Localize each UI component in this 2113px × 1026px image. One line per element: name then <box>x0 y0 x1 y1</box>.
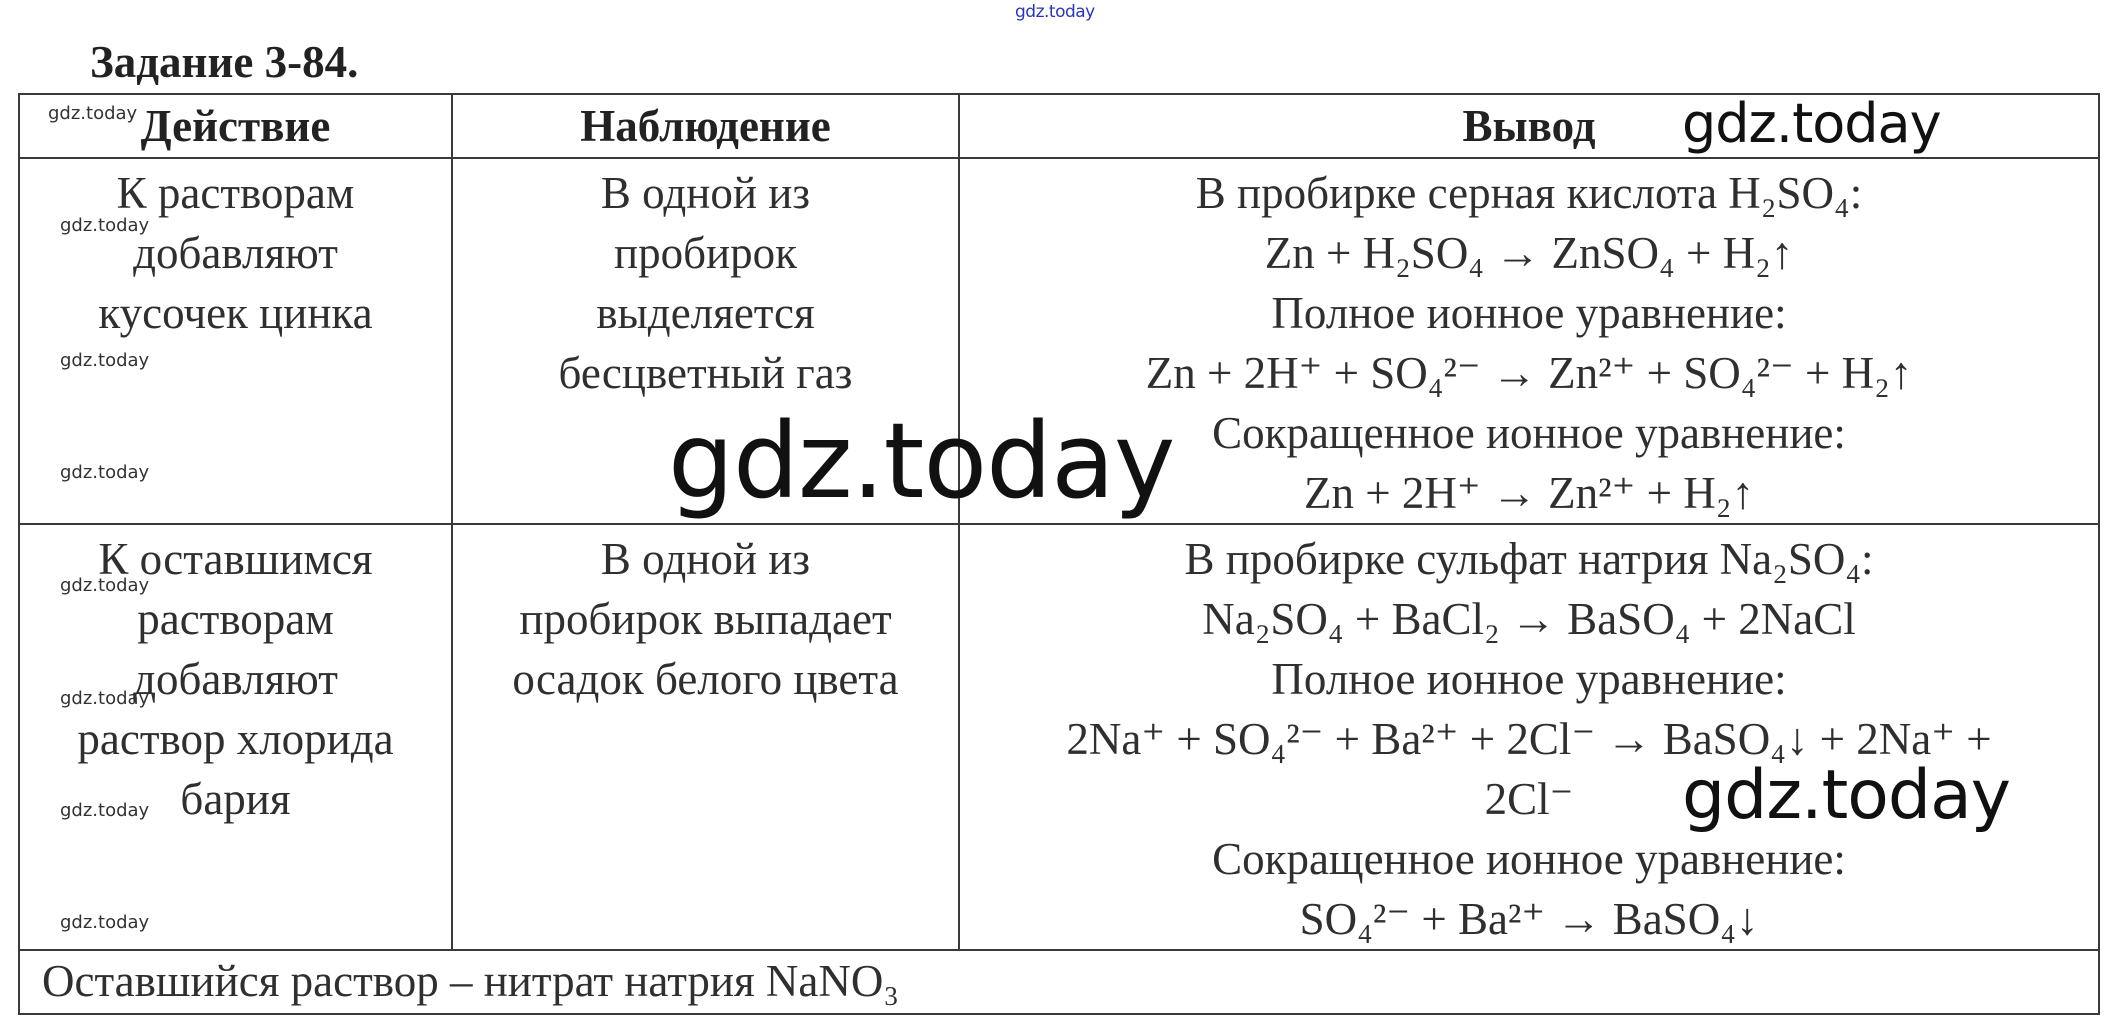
watermark-large: gdz.today <box>1682 92 1941 155</box>
conclusion-line: Полное ионное уравнение: <box>1271 654 1787 704</box>
header-action: Действие <box>19 94 452 158</box>
watermark-small: gdz.today <box>60 575 150 596</box>
results-table <box>18 93 2100 1015</box>
conclusion-line: Сокращенное ионное уравнение: <box>1212 408 1846 458</box>
text-line: К оставшимся <box>98 534 373 584</box>
equation-line: Zn + 2H⁺ + SO₄²⁻ → Zn²⁺ + SO₄²⁻ + H₂↑ <box>1145 348 1913 398</box>
row2-observation <box>452 524 959 950</box>
text-line: выделяется <box>596 288 815 338</box>
watermark-small: gdz.today <box>60 350 150 371</box>
row2-conclusion <box>959 524 2099 950</box>
table-row <box>19 524 2099 950</box>
conclusion-line: Сокращенное ионное уравнение: <box>1212 834 1846 884</box>
equation-line: Na₂SO₄ + BaCl₂ → BaSO₄ + 2NaCl <box>1202 594 1856 644</box>
equation-line: Zn + 2H⁺ → Zn²⁺ + H₂↑ <box>1304 468 1754 518</box>
equation-line: SO₄²⁻ + Ba²⁺ → BaSO₄↓ <box>1299 894 1759 944</box>
text-line: добавляют <box>133 654 338 704</box>
conclusion-line: В пробирке серная кислота H₂SO₄: <box>1195 168 1863 218</box>
watermark-small: gdz.today <box>60 800 150 821</box>
watermark-small: gdz.today <box>60 688 150 709</box>
task-title: Задание 3-84. <box>90 37 359 87</box>
header-observation: Наблюдение <box>452 94 959 158</box>
text-line: пробирок выпадает <box>519 594 892 644</box>
text-line: растворам <box>137 594 334 644</box>
watermark-small: gdz.today <box>60 462 150 483</box>
watermark-top: gdz.today <box>1015 2 1095 22</box>
header-conclusion: Вывод <box>959 94 2099 158</box>
watermark-large: gdz.today <box>668 400 1175 522</box>
footer-row <box>19 950 2099 1014</box>
text-line: К растворам <box>116 168 355 218</box>
equation-line: 2Cl⁻ <box>1484 774 1574 824</box>
conclusion-line: Полное ионное уравнение: <box>1271 288 1787 338</box>
equation-line: 2Na⁺ + SO₄²⁻ + Ba²⁺ + 2Cl⁻ → BaSO₄↓ + 2Na⁺ + <box>1066 714 1992 764</box>
text-line: кусочек цинка <box>98 288 373 338</box>
text-line: В одной из <box>600 534 811 584</box>
watermark-small: gdz.today <box>48 103 138 124</box>
text-line: В одной из <box>600 168 811 218</box>
text-line: бария <box>180 774 291 824</box>
watermark-small: gdz.today <box>60 215 150 236</box>
equation-line: Zn + H₂SO₄ → ZnSO₄ + H₂↑ <box>1264 228 1794 278</box>
footer-cell: Оставшийся раствор – нитрат натрия NaNO₃ <box>19 950 2099 1014</box>
conclusion-line: В пробирке сульфат натрия Na₂SO₄: <box>1184 534 1874 584</box>
text-line: пробирок <box>614 228 797 278</box>
text-line: бесцветный газ <box>558 348 853 398</box>
text-line: осадок белого цвета <box>512 654 899 704</box>
watermark-small: gdz.today <box>60 912 150 933</box>
watermark-large: gdz.today <box>1682 756 2010 835</box>
text-line: добавляют <box>133 228 338 278</box>
text-line: раствор хлорида <box>77 714 394 764</box>
